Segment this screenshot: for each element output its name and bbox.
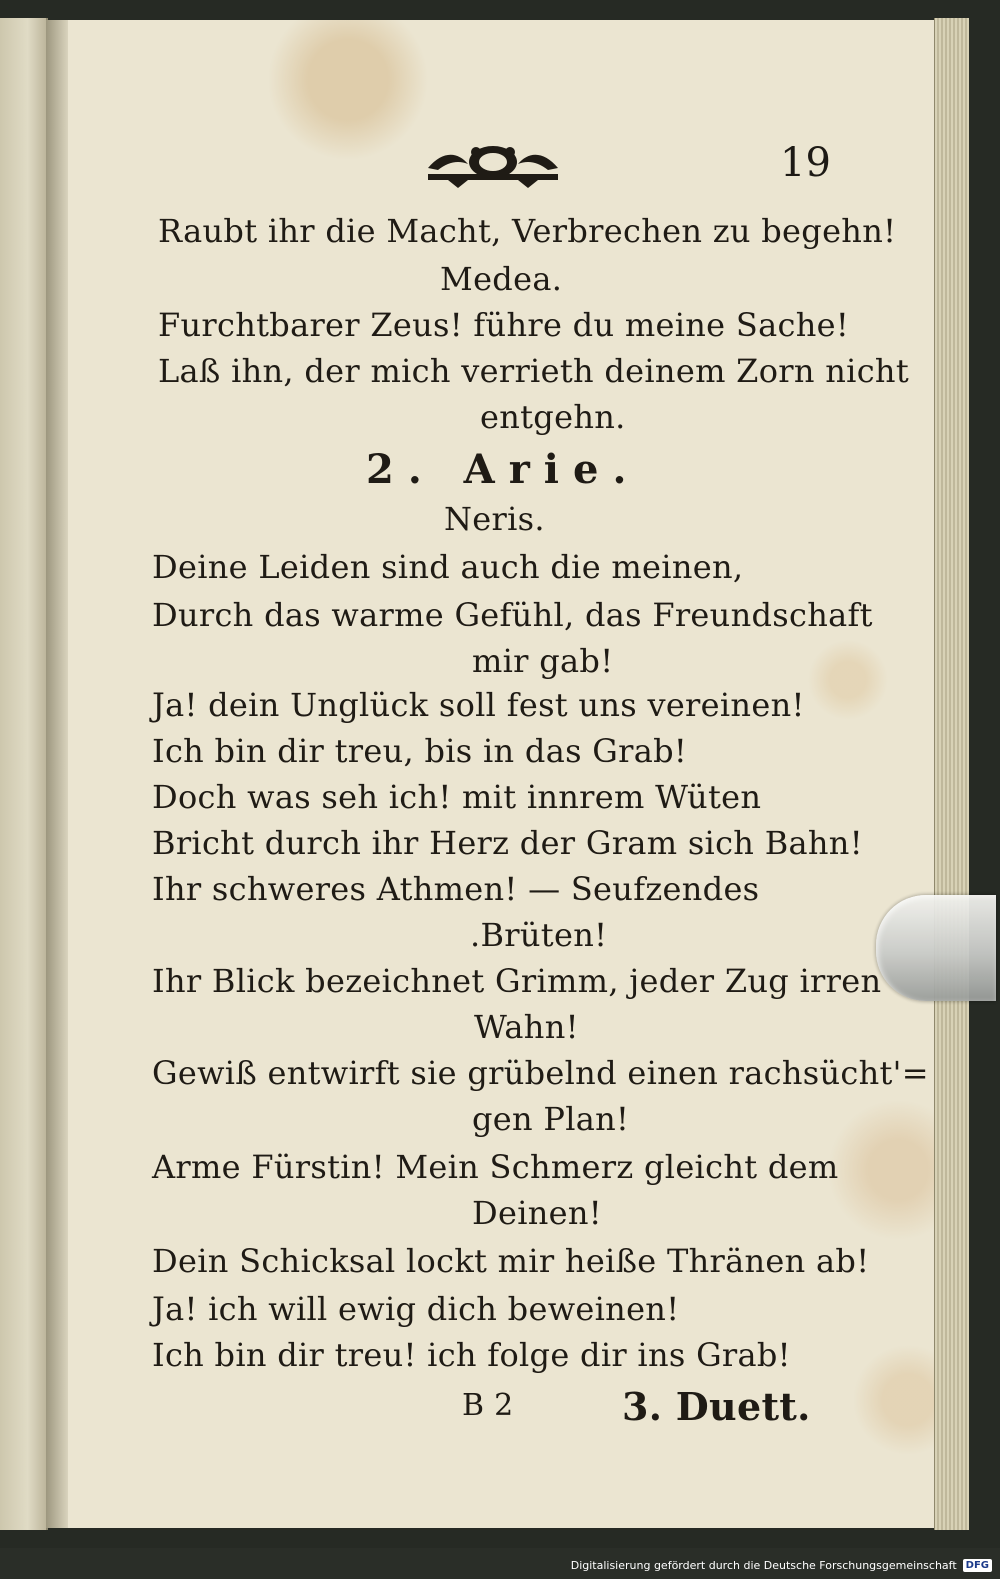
page-number: 19: [780, 140, 831, 186]
text-line: entgehn.: [480, 398, 626, 436]
dfg-logo-icon: DFG: [963, 1559, 992, 1572]
text-line: Doch was seh ich! mit innrem Wüten: [152, 778, 762, 816]
text-line: Gewiß entwirft sie grübelnd einen rachsücht'=: [152, 1054, 929, 1092]
catchword: 3. Duett.: [622, 1384, 811, 1429]
ornament-icon: [428, 140, 558, 188]
text-line: Laß ihn, der mich verrieth deinem Zorn nicht: [158, 352, 909, 390]
speaker-name: Medea.: [440, 260, 563, 298]
text-line: Deine Leiden sind auch die meinen,: [152, 548, 744, 586]
text-line: Ihr Blick bezeichnet Grimm, jeder Zug irren: [152, 962, 882, 1000]
text-line: gen Plan!: [472, 1100, 630, 1138]
section-heading: 2. Arie.: [366, 446, 641, 493]
book-gutter: [46, 20, 68, 1528]
text-line: Durch das warme Gefühl, das Freundschaft: [152, 596, 873, 634]
footer-credit: [571, 1553, 992, 1577]
text-line: Ihr schweres Athmen! — Seufzendes: [152, 870, 760, 908]
text-line: Ich bin dir treu! ich folge dir ins Grab!: [152, 1336, 791, 1374]
page-stack-edge: [934, 18, 969, 1530]
speaker-name: Neris.: [444, 500, 545, 538]
signature-mark: B 2: [462, 1388, 514, 1423]
text-line: Arme Fürstin! Mein Schmerz gleicht dem: [152, 1148, 839, 1186]
text-line: Furchtbarer Zeus! führe du meine Sache!: [158, 306, 849, 344]
text-line: mir gab!: [472, 642, 614, 680]
text-line: Dein Schicksal lockt mir heiße Thränen ab!: [152, 1242, 870, 1280]
text-line: Ich bin dir treu, bis in das Grab!: [152, 732, 688, 770]
page-turn-tab[interactable]: [876, 895, 996, 1001]
previous-page-edge: [0, 18, 48, 1530]
text-line: Deinen!: [472, 1194, 602, 1232]
text-line: Raubt ihr die Macht, Verbrechen zu begehn!: [158, 212, 897, 250]
text-line: Wahn!: [474, 1008, 579, 1046]
text-line: Ja! ich will ewig dich beweinen!: [152, 1290, 680, 1328]
text-line: .Brüten!: [470, 916, 608, 954]
footer-text: Digitalisierung gefördert durch die Deutsche Forschungsgemeinschaft: [570, 1558, 957, 1572]
text-line: Ja! dein Unglück soll fest uns vereinen!: [152, 686, 805, 724]
text-line: Bricht durch ihr Herz der Gram sich Bahn!: [152, 824, 863, 862]
